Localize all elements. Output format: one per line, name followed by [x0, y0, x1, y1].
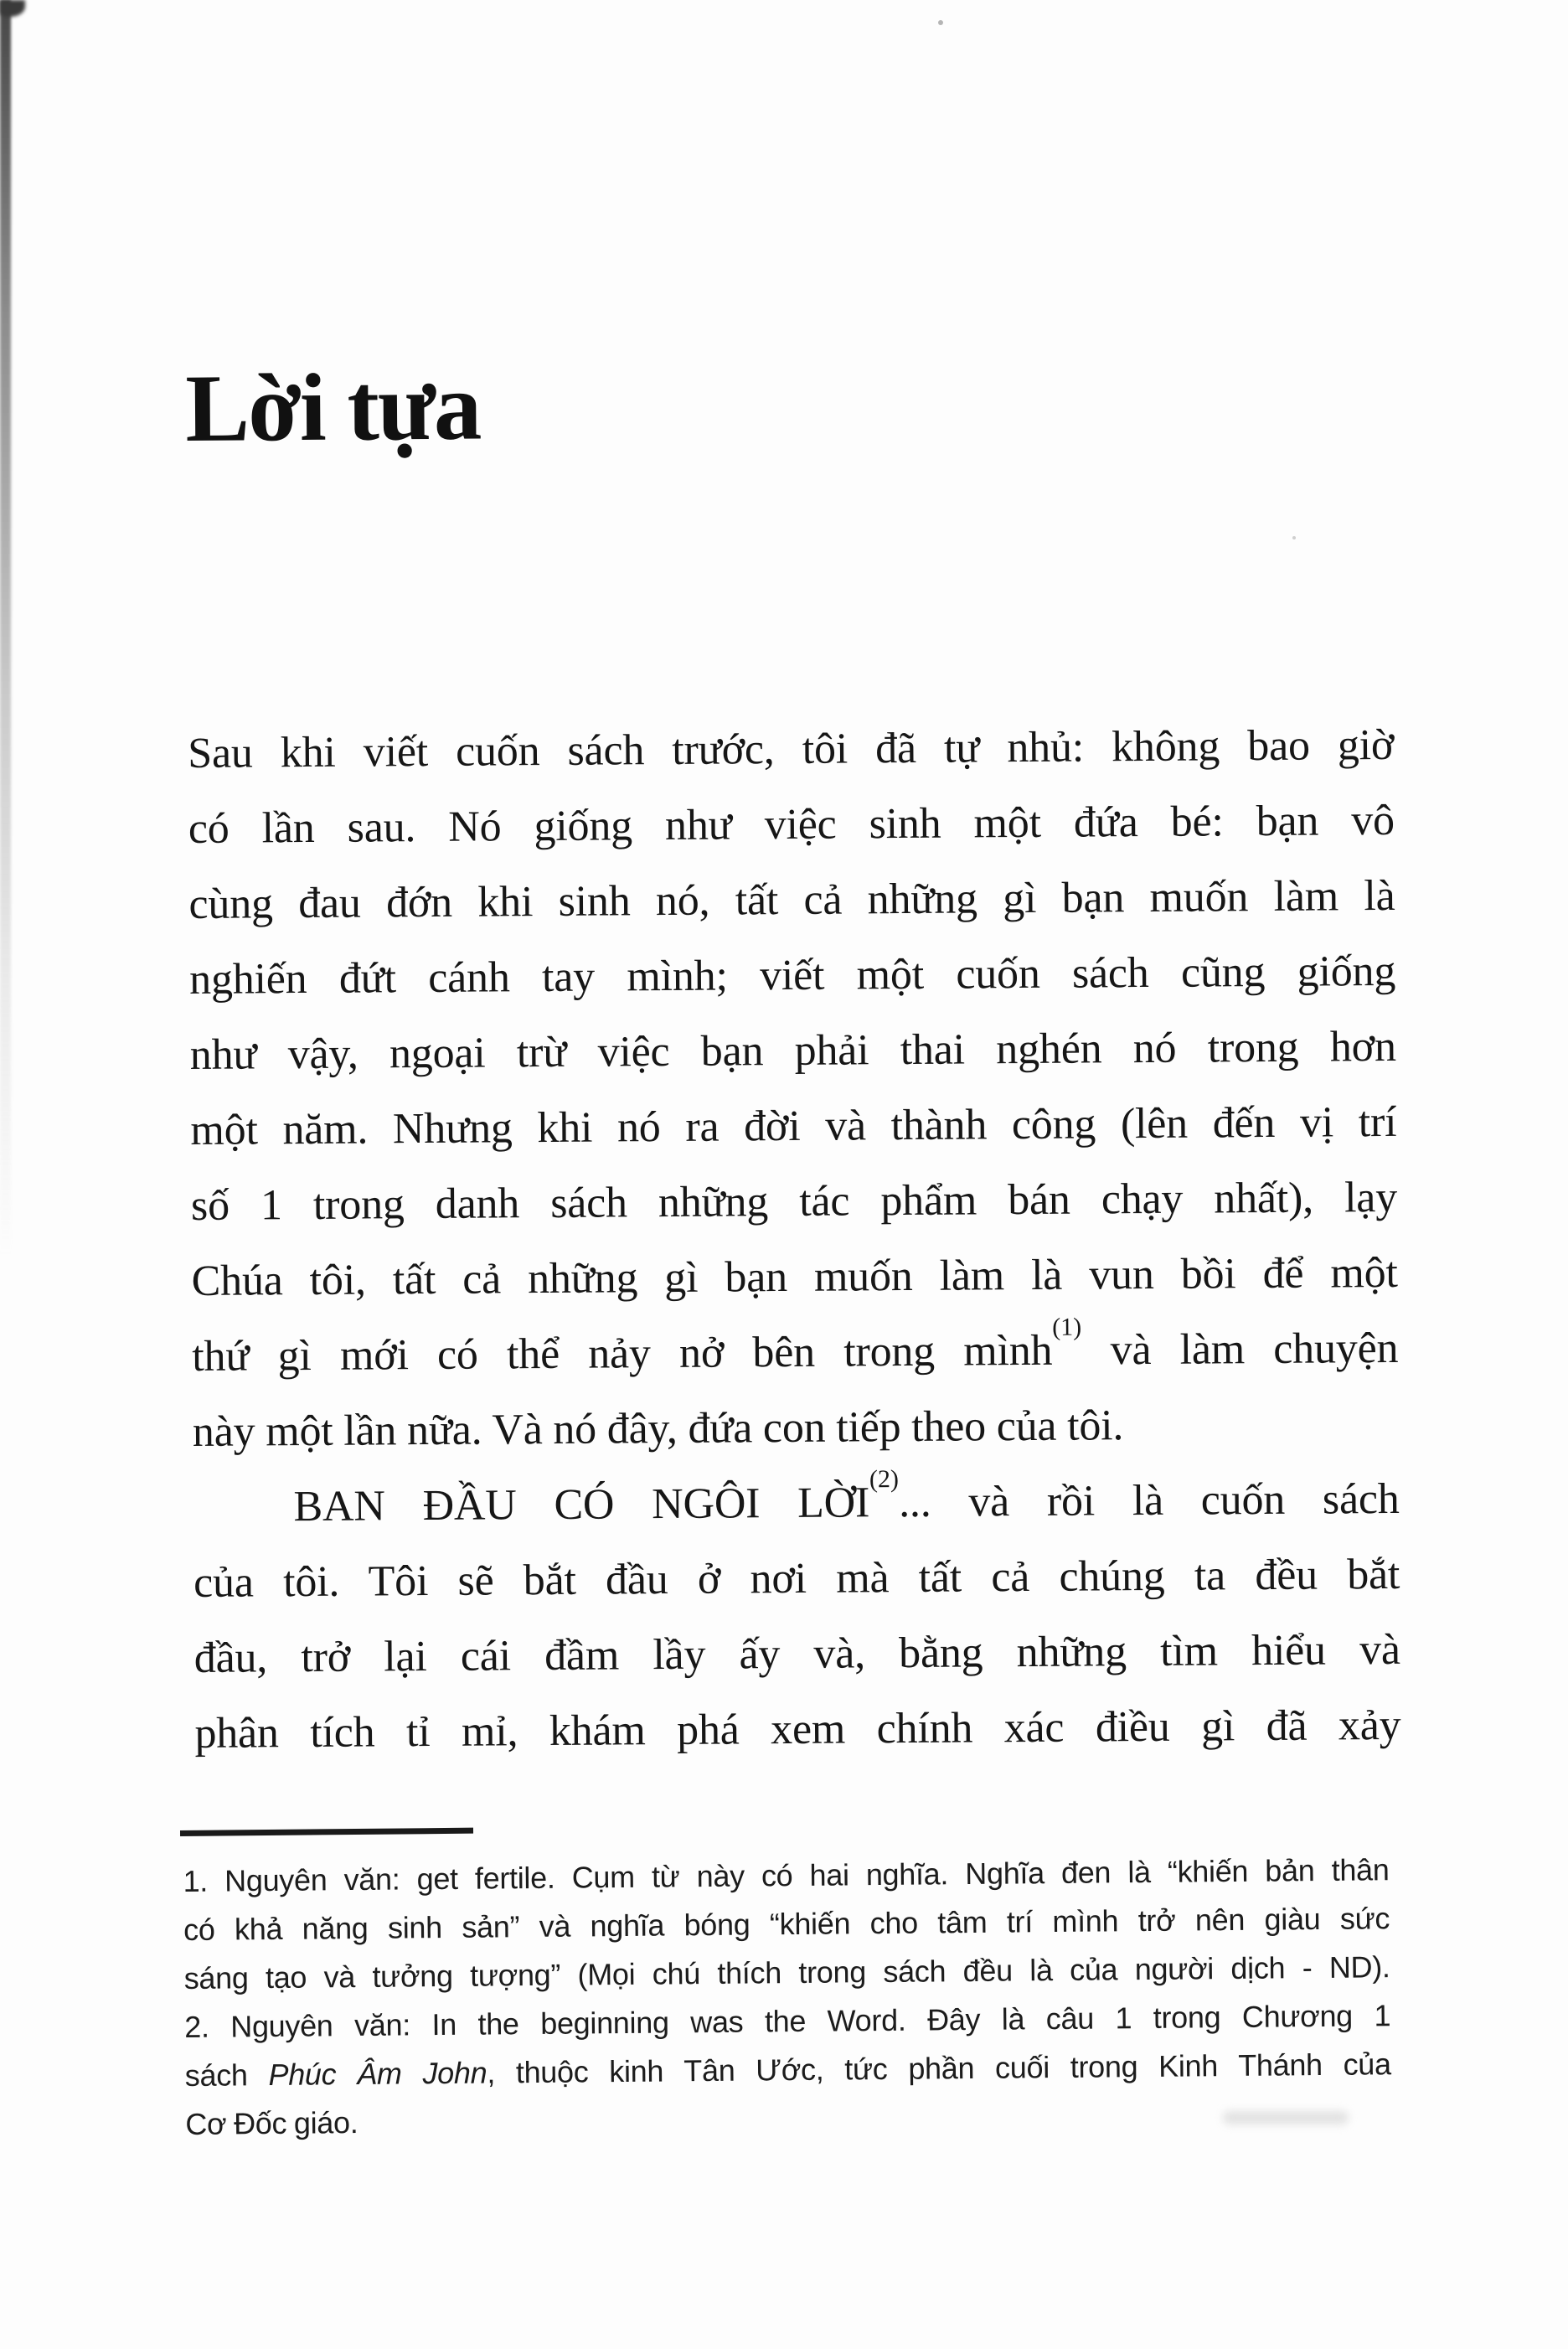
- body-line-4: nghiến đứt cánh tay mình; viết một cuốn sách cũng giống: [188, 947, 1396, 1004]
- body-line-text: và làm chuyện: [1081, 1324, 1399, 1375]
- scan-speck: [938, 20, 943, 25]
- footnote-text: , thuộc kinh Tân Ước, tức phần cuối trong Kinh Thánh của: [487, 2047, 1391, 2090]
- footnote-2-line: 2. Nguyên văn: In the beginning was the Word. Đây là câu 1 trong Chương 1: [184, 1998, 1391, 2044]
- body-line-7: số 1 trong danh sách những tác phẩm bán chạy nhất), lạy: [190, 1173, 1398, 1230]
- scan-speck: [1292, 536, 1296, 539]
- scan-corner-mark: [0, 0, 25, 17]
- scan-edge-shadow: [0, 0, 11, 1257]
- body-text: [188, 708, 1401, 1772]
- body-line-5: như vậy, ngoại trừ việc bạn phải thai nghén nó trong hơn: [189, 1022, 1396, 1079]
- body-line-text: ... và rồi là cuốn sách: [898, 1474, 1400, 1527]
- footnotes: [183, 1846, 1391, 2149]
- body-line-1: Sau khi viết cuốn sách trước, tôi đã tự nhủ: không bao giờ: [188, 720, 1395, 777]
- footnote-ref-2: (2): [869, 1465, 900, 1494]
- footnote-book-title: Phúc Âm John: [268, 2055, 487, 2093]
- body-line-text: thứ gì mới có thể nảy nở bên trong mình: [192, 1326, 1053, 1381]
- body-line-13: đầu, trở lại cái đầm lầy ấy và, bằng những tìm hiểu và: [193, 1625, 1400, 1682]
- footnote-ref-1: (1): [1052, 1313, 1082, 1341]
- body-line-14: phân tích tỉ mỉ, khám phá xem chính xác điều gì đã xảy: [194, 1701, 1401, 1758]
- footnote-1-line: 1. Nguyên văn: get fertile. Cụm từ này có hai nghĩa. Nghĩa đen là “khiến bản thân: [183, 1852, 1390, 1898]
- footnote-1-line: sáng tạo và tưởng tượng” (Mọi chú thích trong sách đều là của người dịch - ND).: [183, 1949, 1390, 1995]
- body-line-9: [192, 1311, 1399, 1395]
- footnote-2-line: Cơ Đốc giáo.: [185, 2105, 358, 2141]
- body-line-10: này một lần nữa. Và nó đây, đứa con tiếp theo của tôi.: [192, 1402, 1124, 1456]
- body-line-text: BAN ĐẦU CÓ NGÔI LỜI: [293, 1479, 870, 1531]
- footnote-text: sách: [184, 2057, 269, 2093]
- body-line-6: một năm. Nhưng khi nó ra đời và thành công (lên đến vị trí: [190, 1097, 1397, 1154]
- page-title: Lời tựa: [184, 353, 481, 462]
- body-line-2: có lần sau. Nó giống như việc sinh một đứa bé: bạn vô: [188, 796, 1395, 853]
- footnote-1-line: có khả năng sinh sản” và nghĩa bóng “khiến cho tâm trí mình trở nên giàu sức: [183, 1901, 1390, 1947]
- body-line-8: Chúa tôi, tất cả những gì bạn muốn làm là vun bồi để một: [191, 1248, 1398, 1305]
- body-line-12: của tôi. Tôi sẽ bắt đầu ở nơi mà tất cả chúng ta đều bắt: [193, 1550, 1400, 1607]
- footnote-separator: [180, 1828, 473, 1836]
- body-line-11: [193, 1462, 1400, 1546]
- body-line-3: cùng đau đớn khi sinh nó, tất cả những gì bạn muốn làm là: [188, 871, 1395, 928]
- footnote-block: [183, 1819, 1391, 2141]
